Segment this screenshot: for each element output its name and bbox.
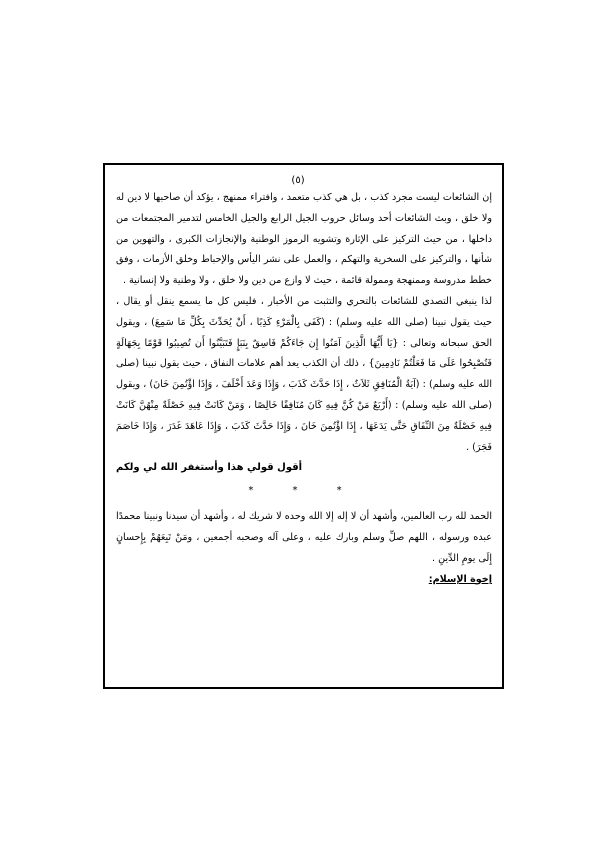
page-number: (٥)	[291, 175, 305, 186]
paragraph-praise: الحمد لله رب العالمين، وأشهد أن لا إله إلا الله وحده لا شريك له ، وأشهد أن سيدنا ونبينا محمدًا عبده ورسوله ، اللهم صلِّ وسلم وبارك عليه ، وعلى آله وصحبه أجمعين ، ومَنْ تَبِعَهُمْ بِإِحسانٍ إِلَى يومِ الدِّينِ .	[116, 511, 492, 564]
section-heading: إخوة الإسلام:	[428, 573, 492, 585]
paragraph-rumors: إن الشائعات ليست مجرد كذب ، بل هي كذب متعمد ، وافتراء ممنهج ، يؤكد أن صاحبها لا دين له ولا خلق ، وبث الشائعات أحد وسائل حروب الجيل الرابع والجيل الخامس لتدمير المجتمعات من داخلها ، من حيث التركيز على الإثارة وتشويه الرموز الوطنية والإنجازات الكبرى ، والتهوين من شأنها ، والتركيز على السخرية والتهكم ، والعمل على نشر اليأس والإحباط وخلق الأزمات ، وفق خطط مدروسة وممنهجة وممولة قائمة ، حيث لا وازع من دين ولا خلق ، ولا وطنية ولا إنسانية .	[116, 192, 492, 287]
paragraph-verification: لذا ينبغي التصدي للشائعات بالتحري والتثبت من الأخبار ، فليس كل ما يسمع ينقل أو يقال ، حيث يقول نبينا (صلى الله عليه وسلم) : (كَفَى بِالْمَرْءِ كَذِبًا ، أَنْ يُحَدِّثَ بِكُلِّ مَا سَمِعَ) ، ويقول الحق سبحانه وتعالى : {يَا أَيُّهَا الَّذِينَ آمَنُوا إِن جَاءَكُمْ فَاسِقٌ بِنَبَإٍ فَتَبَيَّنُوا أَن تُصِيبُوا قَوْمًا بِجَهَالَةٍ فَتُصْبِحُوا عَلَى مَا فَعَلْتُمْ نَادِمِينَ} ، ذلك أن الكذب يعد أهم علامات النفاق ، حيث يقول نبينا (صلى الله عليه وسلم) : (آيَةُ الْمُنَافِقِ ثَلاَثٌ ، إِذَا حَدَّثَ كَذَبَ ، وَإِذَا وَعَدَ أَخْلَفَ ، وَإِذَا اؤْتُمِنَ خَانَ) ، ويقول (صلى الله عليه وسلم) : (أَرْبَعٌ مَنْ كُنَّ فِيهِ كَانَ مُنَافِقًا خَالِصًا ، وَمَنْ كَانَتْ فِيهِ خَصْلَةٌ مِنْهُنَّ كَانَتْ فِيهِ خَصْلَةٌ مِنَ النِّفَاقِ حَتَّى يَدَعَهَا ، إِذَا اؤْتُمِنَ خَانَ ، وَإِذَا حَدَّثَ كَذَبَ ، وَإِذَا عَاهَدَ غَدَرَ ، وَإِذَا خَاصَمَ فَجَرَ) .	[116, 295, 492, 453]
closing-phrase: أقول قولي هذا وأستغفر الله لي ولكم	[116, 462, 303, 474]
section-separator: * * *	[248, 485, 360, 497]
sermon-text	[116, 188, 492, 590]
closing-line	[116, 458, 492, 479]
